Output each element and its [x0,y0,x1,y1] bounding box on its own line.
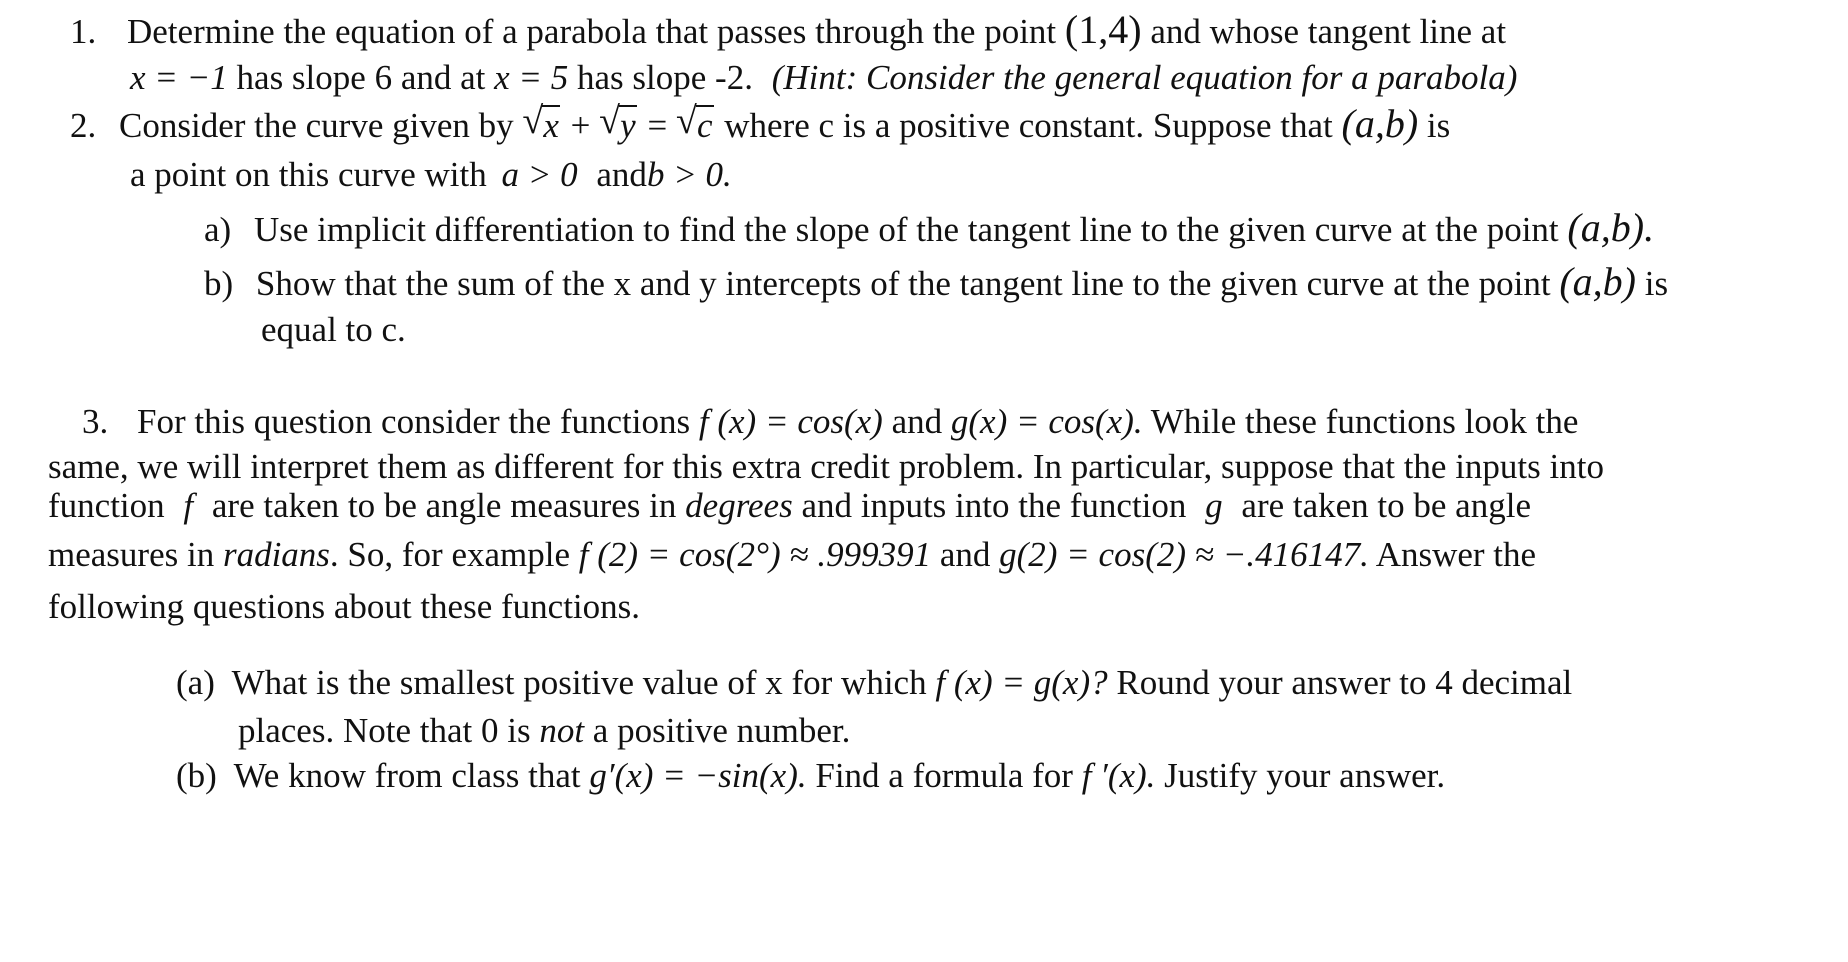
problem-2-number: 2. [70,106,97,145]
problem-2-part-b-point: (a,b) [1559,259,1636,304]
problem-3-part-a [176,665,1572,700]
problem-2-point: (a,b) [1341,101,1419,146]
problem-1-number: 1. [70,12,97,51]
problem-3-part-a-label: (a) [176,663,215,702]
problem-3-part-b [176,758,1445,793]
problem-1-line-1 [70,7,1507,52]
problem-2-part-a [204,205,1655,250]
problem-2-part-a-text: Use implicit differentiation to find the slope of the tangent line to the given curve at the point [253,210,1559,249]
function-g-symbol: g [1205,486,1223,525]
problem-2-line-2-text: a point on this curve with [130,155,487,194]
problem-3-part-b-text-3: Justify your answer. [1164,756,1446,795]
sqrt-c-radicand: c [696,106,713,145]
problem-3-line-1-end: While these functions look the [1150,402,1579,441]
problem-3-number: 3. [82,402,109,441]
problem-3-line-2 [48,449,1604,484]
problem-2-part-a-point: (a,b). [1567,205,1655,250]
condition-a-positive: a > 0 [501,155,578,194]
problem-2-part-b-text: Show that the sum of the x and y intercepts of the tangent line to the given curve at the point [255,264,1551,303]
problem-3-part-a-equation: f (x) = g(x)? [935,663,1108,702]
f-definition: f (x) = cos(x) [698,402,883,441]
problem-3-line-4-and: and [939,535,991,574]
problem-2-part-b-line-2 [261,312,406,347]
function-f-symbol: f [183,486,194,525]
problem-1-point: (1,4) [1064,7,1142,52]
problem-1-text-end: and whose tangent line at [1150,12,1507,51]
problem-2-line-1 [70,101,1451,146]
problem-3-part-a-line-2 [238,713,850,748]
problem-1-text-slope-neg2: has slope -2. [577,58,753,97]
problem-3-line-3-b: are taken to be angle measures in [211,486,677,525]
problem-3-part-a-text-2: Round your answer to 4 decimal [1116,663,1573,702]
problem-1-text-slope6: has slope 6 and at [236,58,486,97]
problem-3-line-5-text: following questions about these functions. [48,587,641,626]
problem-2-line-2 [130,157,732,192]
problem-1-hint: (Hint: Consider the general equation for a parabola) [771,58,1518,97]
problem-3-line-2-text: same, we will interpret them as different for this extra credit problem. In particular, suppose that the inputs into [48,447,1604,486]
f-prime-expression: f ′(x). [1081,756,1156,795]
problem-3-part-a-line-2-a: places. Note that 0 is [238,711,531,750]
problem-1-eq-x-neg1: x = −1 [130,58,228,97]
problem-2-and: and [596,155,647,194]
problem-2-part-b-label: b) [204,264,234,303]
plus-sign: + [570,106,591,145]
problem-3-line-3 [48,488,1531,523]
problem-3-part-a-text-1: What is the smallest positive value of x for which [231,663,927,702]
problem-3-part-b-text-2: Find a formula for [815,756,1073,795]
problem-3-line-3-d: are taken to be angle [1241,486,1531,525]
problem-3-and: and [891,402,943,441]
degrees-word: degrees [685,486,793,525]
problem-3-part-a-line-2-b: a positive number. [592,711,851,750]
sqrt-y [599,105,637,146]
problem-3-line-4-b: . So, for example [329,535,570,574]
problem-2-part-a-label: a) [204,210,232,249]
problem-1-line-2 [130,60,1517,95]
problem-3-line-3-a: function [48,486,165,525]
problem-3-line-4 [48,537,1536,572]
problem-1-text: Determine the equation of a parabola that passes through the point [127,12,1057,51]
not-word: not [539,711,585,750]
problem-2-part-b-is: is [1644,264,1669,303]
g-example: g(2) = cos(2) ≈ −.416147. [999,535,1369,574]
sqrt-c [676,105,714,146]
sqrt-x [522,105,560,146]
problem-2-is: is [1426,106,1451,145]
sqrt-x-radicand: x [543,106,559,145]
problem-1-eq-x-5: x = 5 [494,58,569,97]
g-definition: g(x) = cos(x). [950,402,1143,441]
sqrt-y-radicand: y [620,106,636,145]
problem-3-line-4-a: measures in [48,535,215,574]
problem-3-intro: For this question consider the functions [137,402,691,441]
radians-word: radians [222,535,330,574]
f-example: f (2) = cos(2°) ≈ .999391 [578,535,932,574]
problem-3-part-b-label: (b) [176,756,217,795]
problem-2-part-b [204,259,1669,304]
problem-2-where-text: where c is a positive constant. Suppose that [724,106,1333,145]
problem-3-line-5 [48,589,640,624]
problem-2-part-b-line-2-text: equal to c. [261,310,406,349]
problem-3-line-4-end: Answer the [1375,535,1537,574]
problem-3-part-b-text-1: We know from class that [233,756,581,795]
problem-3-line-1 [82,404,1578,439]
equals-sign: = [647,106,668,145]
problem-2-intro: Consider the curve given by [119,106,514,145]
g-prime-equation: g′(x) = −sin(x). [589,756,807,795]
problem-3-line-3-c: and inputs into the function [801,486,1187,525]
condition-b-positive: b > 0. [646,155,732,194]
